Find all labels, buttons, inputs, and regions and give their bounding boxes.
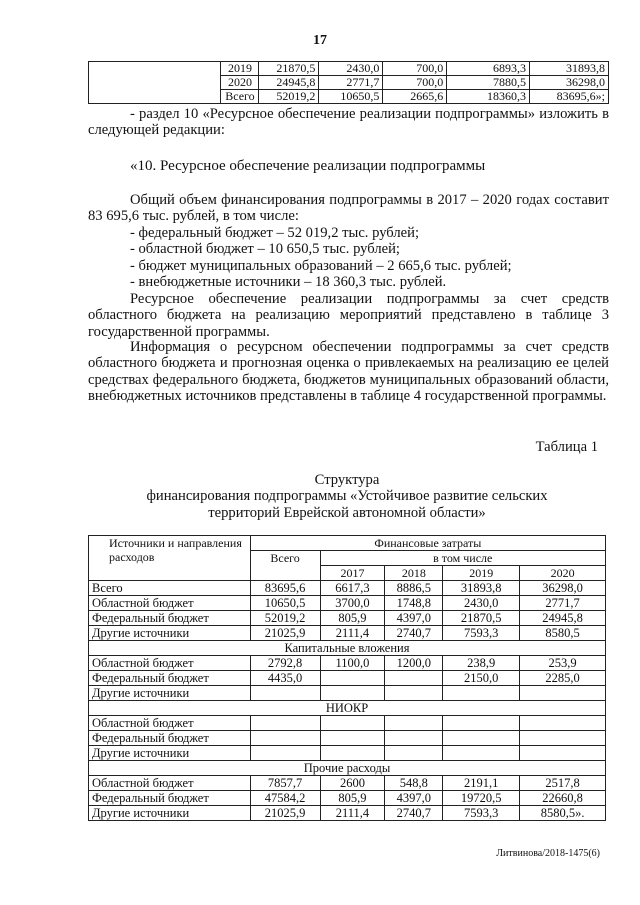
document-footer: Литвинова/2018-1475(6) bbox=[496, 848, 600, 859]
table-row bbox=[89, 62, 609, 76]
section-niokr: НИОКР bbox=[89, 701, 606, 716]
row-label: Федеральный бюджет bbox=[89, 791, 251, 806]
value-cell: 1200,0 bbox=[385, 656, 443, 671]
value-cell bbox=[520, 746, 606, 761]
value-cell: 21870,5 bbox=[443, 611, 520, 626]
row-label: Всего bbox=[89, 581, 251, 596]
value-cell bbox=[443, 686, 520, 701]
value-cell bbox=[250, 746, 320, 761]
value-cell: 2111,4 bbox=[320, 626, 385, 641]
value-cell: 47584,2 bbox=[250, 791, 320, 806]
value-cell: 31893,8 bbox=[443, 581, 520, 596]
list-item: - внебюджетные источники – 18 360,3 тыс. рублей. bbox=[130, 274, 447, 291]
value-cell: 21025,9 bbox=[250, 806, 320, 821]
value-cell bbox=[320, 686, 385, 701]
value-cell: 805,9 bbox=[320, 611, 385, 626]
table-row bbox=[89, 791, 606, 806]
value-cell: 36298,0 bbox=[520, 581, 606, 596]
table-cell: 6893,3 bbox=[447, 62, 530, 76]
page-number: 17 bbox=[313, 33, 327, 48]
financing-structure-table bbox=[88, 535, 606, 821]
continuation-table bbox=[88, 61, 609, 104]
structure-title-line: территорий Еврейской автономной области» bbox=[208, 504, 486, 521]
row-label: Другие источники bbox=[89, 686, 251, 701]
table-cell: Всего bbox=[221, 90, 259, 104]
value-cell: 83695,6 bbox=[250, 581, 320, 596]
value-cell: 6617,3 bbox=[320, 581, 385, 596]
value-cell: 253,9 bbox=[520, 656, 606, 671]
value-cell bbox=[250, 716, 320, 731]
value-cell: 22660,8 bbox=[520, 791, 606, 806]
table-cell: 52019,2 bbox=[259, 90, 319, 104]
row-label: Областной бюджет bbox=[89, 776, 251, 791]
structure-title-line: Структура bbox=[314, 472, 380, 488]
section-row bbox=[89, 641, 606, 656]
header-year: 2019 bbox=[443, 566, 520, 581]
value-cell: 2771,7 bbox=[520, 596, 606, 611]
blank-cell bbox=[89, 62, 221, 104]
value-cell bbox=[520, 686, 606, 701]
table-cell: 24945,8 bbox=[259, 76, 319, 90]
table-row bbox=[89, 611, 606, 626]
table-cell: 21870,5 bbox=[259, 62, 319, 76]
list-item: - бюджет муниципальных образований – 2 665,6 тыс. рублей; bbox=[130, 257, 512, 274]
list-item: - федеральный бюджет – 52 019,2 тыс. рублей; bbox=[130, 225, 419, 241]
intro-paragraph: - раздел 10 «Ресурсное обеспечение реализации подпрограммы» изложить в следующей редакции: bbox=[88, 106, 609, 139]
section-other-expenses: Прочие расходы bbox=[89, 761, 606, 776]
total-financing-paragraph: Общий объем финансирования подпрограммы в 2017 – 2020 годах составит 83 695,6 тыс. рублей, в том числе: bbox=[88, 192, 609, 225]
table-cell: 31893,8 bbox=[530, 62, 609, 76]
table-row bbox=[89, 686, 606, 701]
header-year: 2018 bbox=[385, 566, 443, 581]
value-cell bbox=[385, 746, 443, 761]
value-cell: 1748,8 bbox=[385, 596, 443, 611]
value-cell: 10650,5 bbox=[250, 596, 320, 611]
row-label: Областной бюджет bbox=[89, 596, 251, 611]
value-cell bbox=[385, 731, 443, 746]
value-cell: 2430,0 bbox=[443, 596, 520, 611]
value-cell: 8580,5». bbox=[520, 806, 606, 821]
table-row bbox=[89, 806, 606, 821]
value-cell: 2740,7 bbox=[385, 626, 443, 641]
table-cell: 2020 bbox=[221, 76, 259, 90]
structure-title-line: финансирования подпрограммы «Устойчивое развитие сельских bbox=[146, 488, 548, 505]
section-capital-investments: Капитальные вложения bbox=[89, 641, 606, 656]
regional-budget-paragraph: Ресурсное обеспечение реализации подпрограммы за счет средств областного бюджета на реализацию мероприятий представлено в таблице 3 государственной программы. bbox=[88, 291, 609, 340]
table-header-row bbox=[89, 536, 606, 551]
table-cell: 2019 bbox=[221, 62, 259, 76]
value-cell: 548,8 bbox=[385, 776, 443, 791]
value-cell bbox=[320, 671, 385, 686]
table-row bbox=[89, 731, 606, 746]
value-cell bbox=[443, 746, 520, 761]
value-cell: 2792,8 bbox=[250, 656, 320, 671]
header-year: 2017 bbox=[320, 566, 385, 581]
table-cell: 36298,0 bbox=[530, 76, 609, 90]
header-year: 2020 bbox=[520, 566, 606, 581]
table-row bbox=[89, 776, 606, 791]
value-cell bbox=[520, 731, 606, 746]
financing-list bbox=[130, 225, 512, 291]
row-label: Областной бюджет bbox=[89, 656, 251, 671]
table-cell: 700,0 bbox=[383, 62, 447, 76]
structure-title bbox=[88, 472, 606, 521]
section-row bbox=[89, 701, 606, 716]
row-label: Другие источники bbox=[89, 746, 251, 761]
information-paragraph: Информация о ресурсном обеспечении подпрограммы за счет средств областного бюджета и прогнозная оценка о привлекаемых на реализацию ее целей средствах федерального бюджета, бюджетов муниципальных образований области, внебюджетных источников представлены в таблице 4 государственной программы. bbox=[88, 339, 609, 405]
value-cell: 2740,7 bbox=[385, 806, 443, 821]
header-costs: Финансовые затраты bbox=[250, 536, 605, 551]
value-cell bbox=[320, 731, 385, 746]
row-label: Федеральный бюджет bbox=[89, 731, 251, 746]
section-heading: «10. Ресурсное обеспечение реализации подпрограммы bbox=[130, 158, 486, 174]
value-cell: 7857,7 bbox=[250, 776, 320, 791]
list-item: - областной бюджет – 10 650,5 тыс. рублей; bbox=[130, 241, 400, 258]
table-cell: 2430,0 bbox=[319, 62, 383, 76]
table-row bbox=[89, 746, 606, 761]
value-cell: 2285,0 bbox=[520, 671, 606, 686]
table-row bbox=[89, 671, 606, 686]
value-cell: 4397,0 bbox=[385, 791, 443, 806]
value-cell bbox=[385, 686, 443, 701]
value-cell: 24945,8 bbox=[520, 611, 606, 626]
value-cell: 805,9 bbox=[320, 791, 385, 806]
value-cell: 21025,9 bbox=[250, 626, 320, 641]
value-cell: 7593,3 bbox=[443, 806, 520, 821]
table-cell: 18360,3 bbox=[447, 90, 530, 104]
table-cell: 83695,6»; bbox=[530, 90, 609, 104]
value-cell: 4435,0 bbox=[250, 671, 320, 686]
row-label: Другие источники bbox=[89, 626, 251, 641]
value-cell: 7593,3 bbox=[443, 626, 520, 641]
value-cell bbox=[385, 671, 443, 686]
header-sources: Источники и направления расходов bbox=[89, 536, 251, 581]
row-label: Федеральный бюджет bbox=[89, 671, 251, 686]
value-cell bbox=[250, 731, 320, 746]
value-cell: 2191,1 bbox=[443, 776, 520, 791]
value-cell bbox=[520, 716, 606, 731]
value-cell bbox=[250, 686, 320, 701]
value-cell bbox=[385, 716, 443, 731]
table-row bbox=[89, 656, 606, 671]
value-cell: 2517,8 bbox=[520, 776, 606, 791]
value-cell bbox=[320, 746, 385, 761]
value-cell: 19720,5 bbox=[443, 791, 520, 806]
section-row bbox=[89, 761, 606, 776]
value-cell: 3700,0 bbox=[320, 596, 385, 611]
value-cell: 2111,4 bbox=[320, 806, 385, 821]
row-label: Областной бюджет bbox=[89, 716, 251, 731]
table-cell: 7880,5 bbox=[447, 76, 530, 90]
value-cell: 8886,5 bbox=[385, 581, 443, 596]
value-cell bbox=[443, 716, 520, 731]
row-label: Другие источники bbox=[89, 806, 251, 821]
value-cell bbox=[443, 731, 520, 746]
table-cell: 2665,6 bbox=[383, 90, 447, 104]
value-cell: 2600 bbox=[320, 776, 385, 791]
header-total: Всего bbox=[250, 551, 320, 581]
table-cell: 10650,5 bbox=[319, 90, 383, 104]
table-cell: 2771,7 bbox=[319, 76, 383, 90]
value-cell bbox=[320, 716, 385, 731]
value-cell: 1100,0 bbox=[320, 656, 385, 671]
table-row bbox=[89, 581, 606, 596]
table-label: Таблица 1 bbox=[535, 439, 598, 455]
row-label: Федеральный бюджет bbox=[89, 611, 251, 626]
value-cell: 238,9 bbox=[443, 656, 520, 671]
table-row bbox=[89, 716, 606, 731]
value-cell: 2150,0 bbox=[443, 671, 520, 686]
value-cell: 8580,5 bbox=[520, 626, 606, 641]
value-cell: 4397,0 bbox=[385, 611, 443, 626]
value-cell: 52019,2 bbox=[250, 611, 320, 626]
table-row bbox=[89, 626, 606, 641]
table-cell: 700,0 bbox=[383, 76, 447, 90]
header-including: в том числе bbox=[320, 551, 606, 566]
table-row bbox=[89, 596, 606, 611]
